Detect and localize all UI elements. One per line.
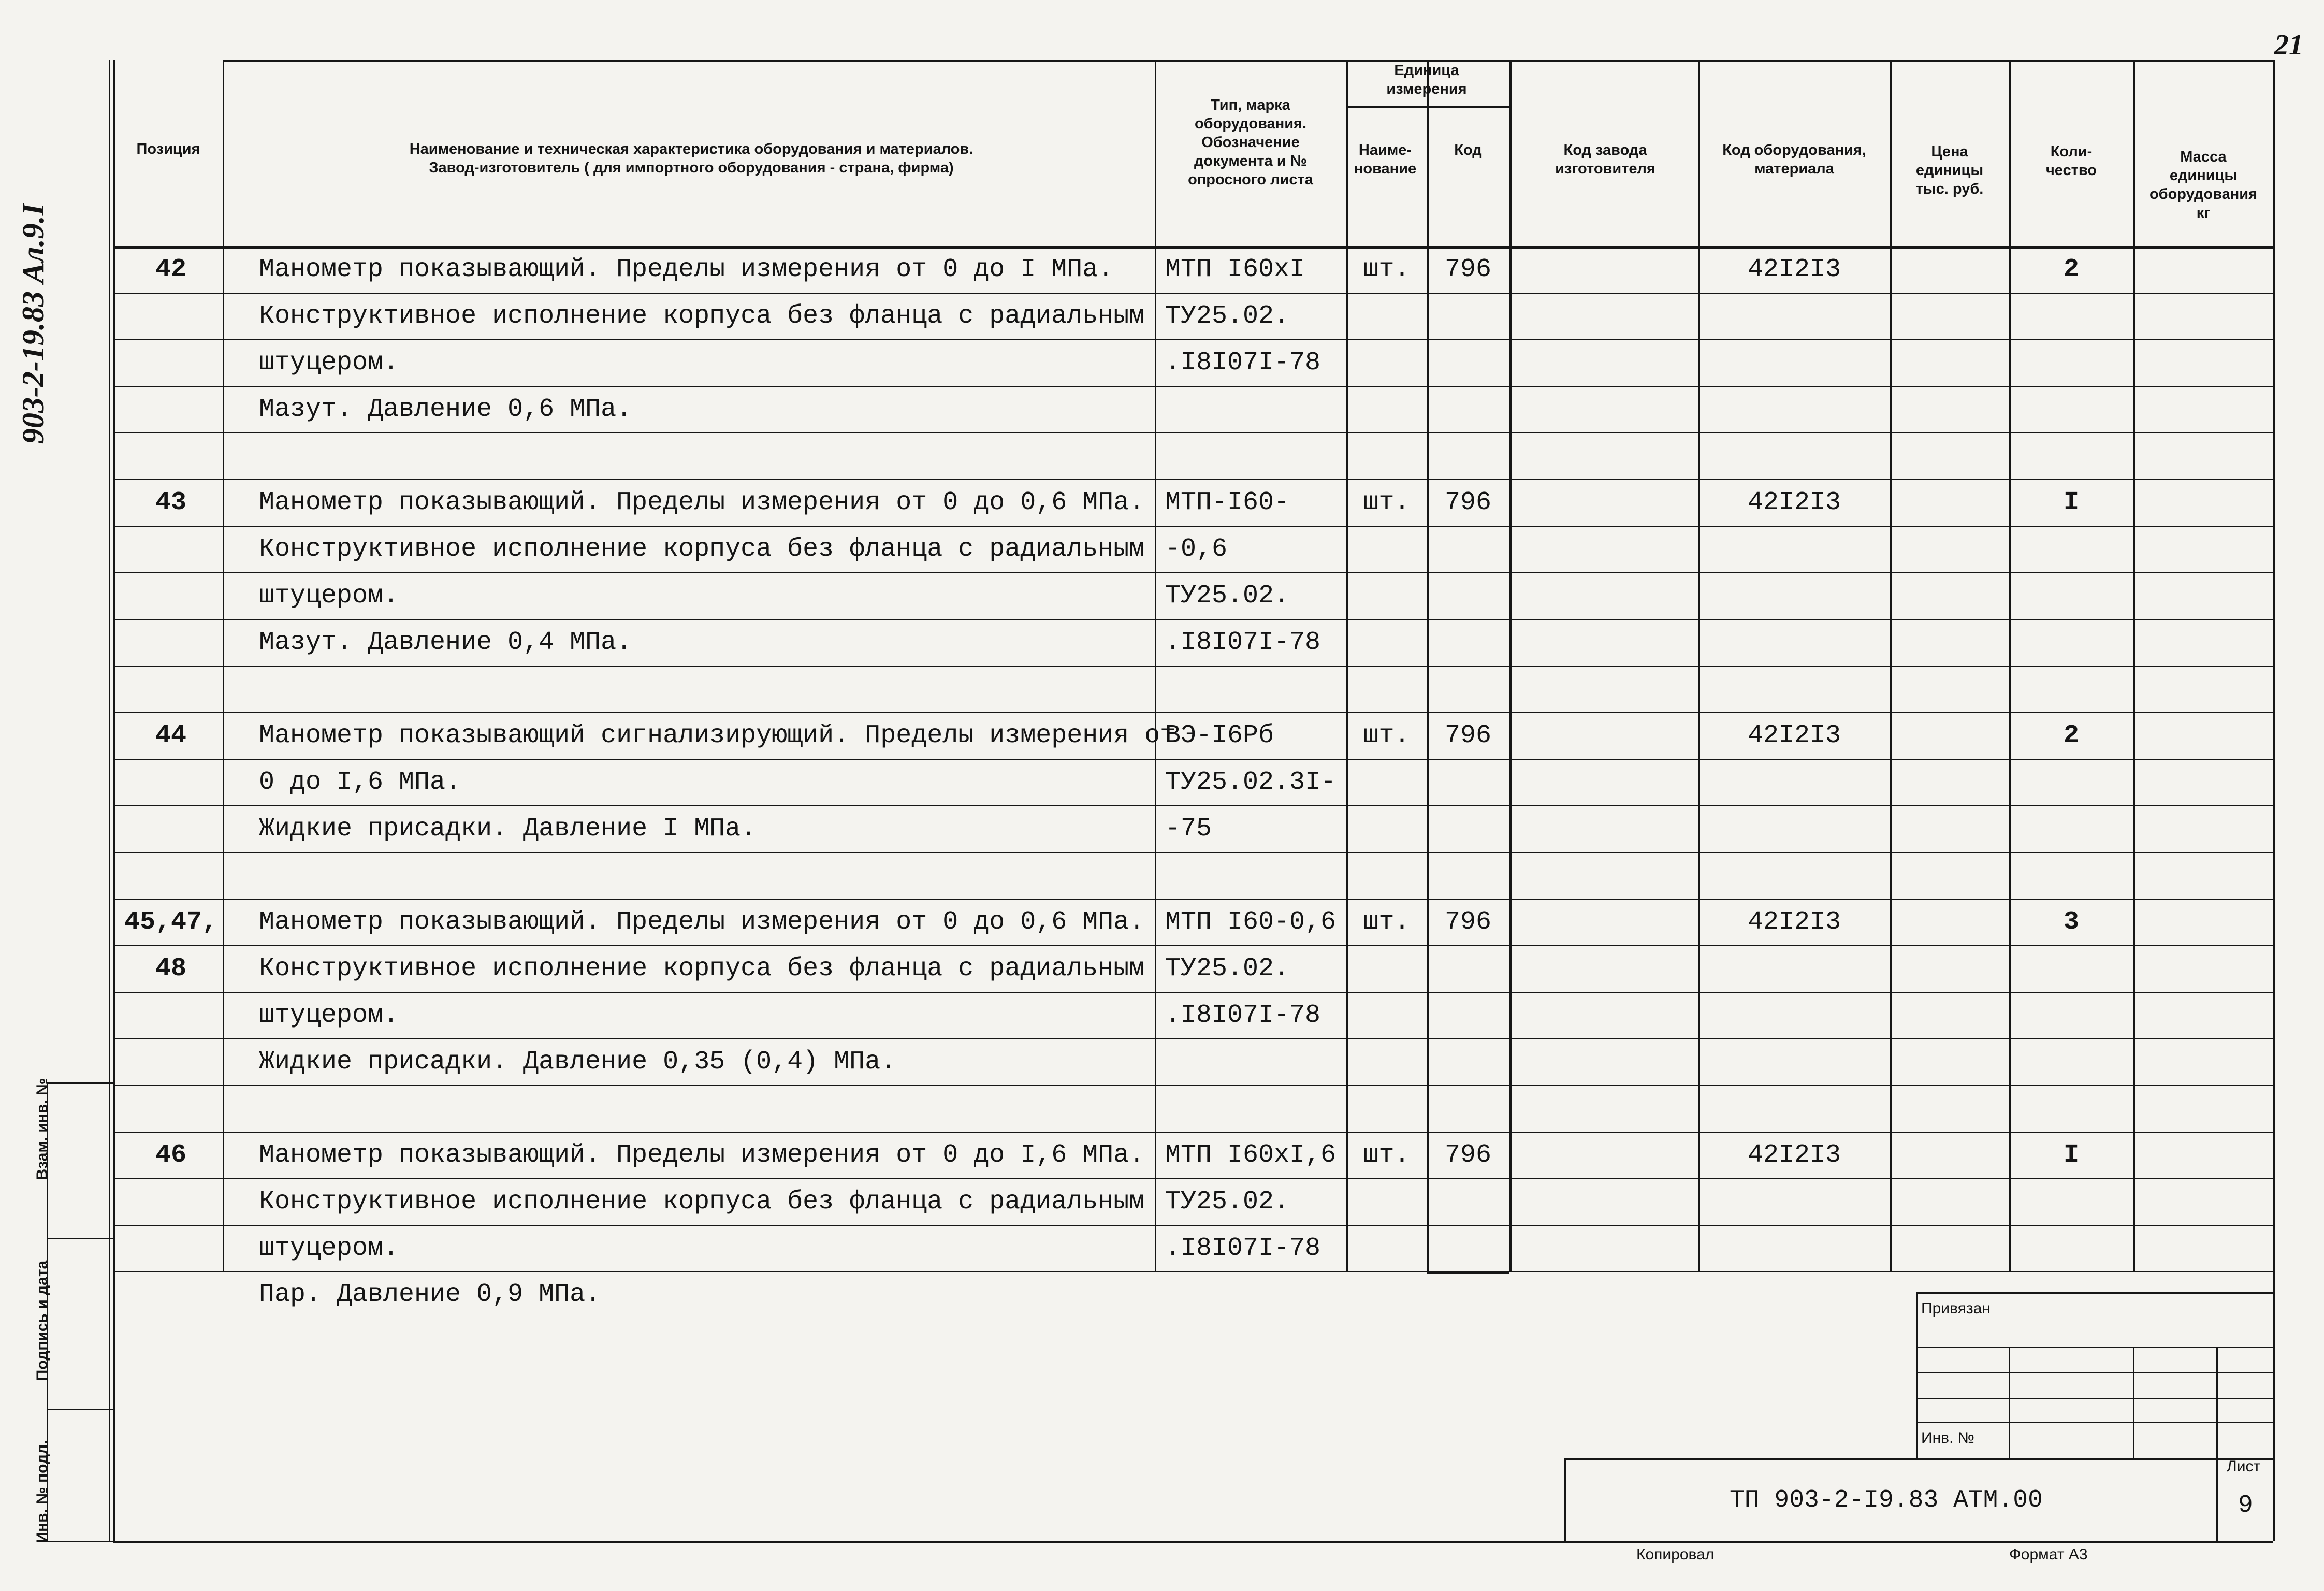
rule xyxy=(113,526,2273,527)
rule xyxy=(223,60,2273,62)
rule xyxy=(113,572,2273,573)
row-type: .I8I07I-78 xyxy=(1165,348,1321,378)
header-price: Цена единицы тыс. руб. xyxy=(1915,143,1984,197)
row-unit: шт. xyxy=(1363,488,1410,517)
row-unit: шт. xyxy=(1363,255,1410,284)
side-label-inv-podl: Инв. № подл. xyxy=(34,1440,51,1543)
stamp-privyazan: Привязан xyxy=(1921,1300,1991,1317)
rule xyxy=(1916,1372,2273,1373)
row-position: 45,47, xyxy=(124,907,218,937)
row-type: МТП I60хI xyxy=(1165,255,1305,284)
rule xyxy=(1564,1458,2273,1460)
row-unit-code: 796 xyxy=(1444,907,1491,937)
side-label-vzam-inv: Взам. инв. № xyxy=(34,1078,51,1180)
rule xyxy=(2273,60,2275,1541)
row-name: Жидкие присадки. Давление 0,35 (0,4) МПа. xyxy=(259,1047,896,1077)
row-name: Конструктивное исполнение корпуса без фланца с радиальным xyxy=(259,534,1145,564)
row-type: .I8I07I-78 xyxy=(1165,628,1321,657)
row-type: ТУ25.02. xyxy=(1165,1187,1290,1217)
row-unit-code: 796 xyxy=(1444,255,1491,284)
rule xyxy=(113,60,115,1541)
row-position: 48 xyxy=(155,954,186,983)
row-name: Мазут. Давление 0,4 МПа. xyxy=(259,628,632,657)
row-name: штуцером. xyxy=(259,348,399,378)
row-type: -0,6 xyxy=(1165,534,1228,564)
rule xyxy=(113,1271,2273,1272)
header-factory-code: Код завода изготовителя xyxy=(1555,142,1655,177)
rule xyxy=(1427,1271,1509,1274)
row-unit: шт. xyxy=(1363,1140,1410,1170)
header-type: Тип, марка оборудования. Обозначение документа и № опросного листа xyxy=(1188,97,1313,188)
row-name: Манометр показывающий. Пределы измерения от 0 до 0,6 МПа. xyxy=(259,488,1145,517)
header-unit-name: Наиме- нование xyxy=(1354,142,1417,177)
row-type: .I8I07I-78 xyxy=(1165,1001,1321,1030)
row-position: 46 xyxy=(155,1140,186,1170)
row-quantity: I xyxy=(2063,488,2079,517)
rule xyxy=(113,899,2273,900)
rule xyxy=(113,1541,2273,1543)
rule xyxy=(2133,1347,2134,1458)
row-position: 44 xyxy=(155,721,186,750)
header-position: Позиция xyxy=(136,141,200,157)
row-unit-code: 796 xyxy=(1444,488,1491,517)
row-name: Манометр показывающий. Пределы измерения от 0 до I,6 МПа. xyxy=(259,1140,1145,1170)
rule xyxy=(2216,1347,2218,1541)
row-unit-code: 796 xyxy=(1444,721,1491,750)
trailing-note: Пар. Давление 0,9 МПа. xyxy=(259,1280,601,1309)
rule xyxy=(113,293,2273,294)
row-name: Манометр показывающий. Пределы измерения от 0 до I МПа. xyxy=(259,255,1114,284)
page-number: 21 xyxy=(2274,29,2303,61)
row-equipment-code: 42I2I3 xyxy=(1747,488,1841,517)
rule xyxy=(1916,1347,2273,1348)
header-equipment-code: Код оборудования, материала xyxy=(1722,142,1866,177)
row-unit-code: 796 xyxy=(1444,1140,1491,1170)
rule xyxy=(1916,1292,1918,1458)
header-mass: Масса единицы оборудования кг xyxy=(2149,149,2258,221)
row-name: Манометр показывающий. Пределы измерения от 0 до 0,6 МПа. xyxy=(259,907,1145,937)
rule xyxy=(113,945,2273,946)
header-unit-group: Единица измерения xyxy=(1386,62,1467,97)
header-quantity: Коли- чество xyxy=(2045,143,2097,179)
rule xyxy=(113,1225,2273,1226)
row-quantity: 2 xyxy=(2063,255,2079,284)
rule xyxy=(113,805,2273,806)
rule xyxy=(109,60,110,1541)
rule xyxy=(113,992,2273,993)
row-equipment-code: 42I2I3 xyxy=(1747,907,1841,937)
rule xyxy=(113,1085,2273,1086)
stamp-list-value: 9 xyxy=(2238,1492,2253,1520)
rule xyxy=(113,1178,2273,1179)
row-name: штуцером. xyxy=(259,581,399,611)
row-position: 42 xyxy=(155,255,186,284)
row-type: МТП I60-0,6 xyxy=(1165,907,1337,937)
rule xyxy=(1916,1398,2273,1399)
row-name: Манометр показывающий сигнализирующий. Пределы измерения от xyxy=(259,721,1176,750)
rule xyxy=(113,852,2273,853)
row-name: 0 до I,6 МПа. xyxy=(259,768,461,797)
rule xyxy=(113,712,2273,713)
row-quantity: 3 xyxy=(2063,907,2079,937)
rule xyxy=(113,619,2273,620)
row-type: ТУ25.02. xyxy=(1165,581,1290,611)
rule xyxy=(1564,1458,1566,1541)
row-type: -75 xyxy=(1165,814,1212,844)
row-type: ТУ25.02. xyxy=(1165,301,1290,331)
rule xyxy=(113,1038,2273,1039)
row-equipment-code: 42I2I3 xyxy=(1747,255,1841,284)
rule xyxy=(113,666,2273,667)
stamp-inv-no: Инв. № xyxy=(1921,1429,1974,1447)
row-name: Мазут. Давление 0,6 МПа. xyxy=(259,395,632,424)
footer-copied: Копировал xyxy=(1636,1546,1715,1563)
rule xyxy=(113,246,2273,249)
rule xyxy=(47,1082,113,1084)
rule xyxy=(1916,1292,2273,1294)
row-type: .I8I07I-78 xyxy=(1165,1234,1321,1263)
row-type: МТП-I60- xyxy=(1165,488,1290,517)
rule xyxy=(113,386,2273,387)
rule xyxy=(1916,1422,2273,1423)
rule xyxy=(113,432,2273,433)
row-equipment-code: 42I2I3 xyxy=(1747,1140,1841,1170)
stamp-list-label: Лист xyxy=(2227,1458,2261,1475)
row-type: МТП I60хI,6 xyxy=(1165,1140,1337,1170)
rule xyxy=(113,759,2273,760)
header-unit-code: Код xyxy=(1454,142,1482,158)
row-name: Конструктивное исполнение корпуса без фланца с радиальным xyxy=(259,954,1145,983)
row-quantity: 2 xyxy=(2063,721,2079,750)
row-unit: шт. xyxy=(1363,721,1410,750)
row-position: 43 xyxy=(155,488,186,517)
row-type: ВЭ-I6Рб xyxy=(1165,721,1274,750)
row-equipment-code: 42I2I3 xyxy=(1747,721,1841,750)
row-name: Жидкие присадки. Давление I МПа. xyxy=(259,814,757,844)
rule xyxy=(2009,1347,2010,1458)
footer-format: Формат А3 xyxy=(2009,1546,2088,1563)
vertical-doc-code: 903-2-19.83 Ал.9.I xyxy=(16,203,50,444)
row-name: штуцером. xyxy=(259,1001,399,1030)
row-name: штуцером. xyxy=(259,1234,399,1263)
row-type: ТУ25.02. xyxy=(1165,954,1290,983)
row-type: ТУ25.02.3I- xyxy=(1165,768,1337,797)
rule xyxy=(113,1132,2273,1133)
rule xyxy=(47,1541,113,1542)
row-name: Конструктивное исполнение корпуса без фланца с радиальным xyxy=(259,1187,1145,1217)
side-label-sign-date: Подпись и дата xyxy=(34,1260,51,1381)
rule xyxy=(47,1409,113,1410)
rule xyxy=(113,479,2273,480)
header-name: Наименование и техническая характеристика оборудования и материалов. Завод-изготовитель ( для импортного оборудования - страна, фирма) xyxy=(409,141,974,176)
stamp-doc-designation: ТП 903-2-I9.83 АТМ.00 xyxy=(1730,1486,2043,1514)
row-name: Конструктивное исполнение корпуса без фланца с радиальным xyxy=(259,301,1145,331)
row-unit: шт. xyxy=(1363,907,1410,937)
rule xyxy=(113,339,2273,340)
row-quantity: I xyxy=(2063,1140,2079,1170)
rule xyxy=(47,1238,113,1239)
